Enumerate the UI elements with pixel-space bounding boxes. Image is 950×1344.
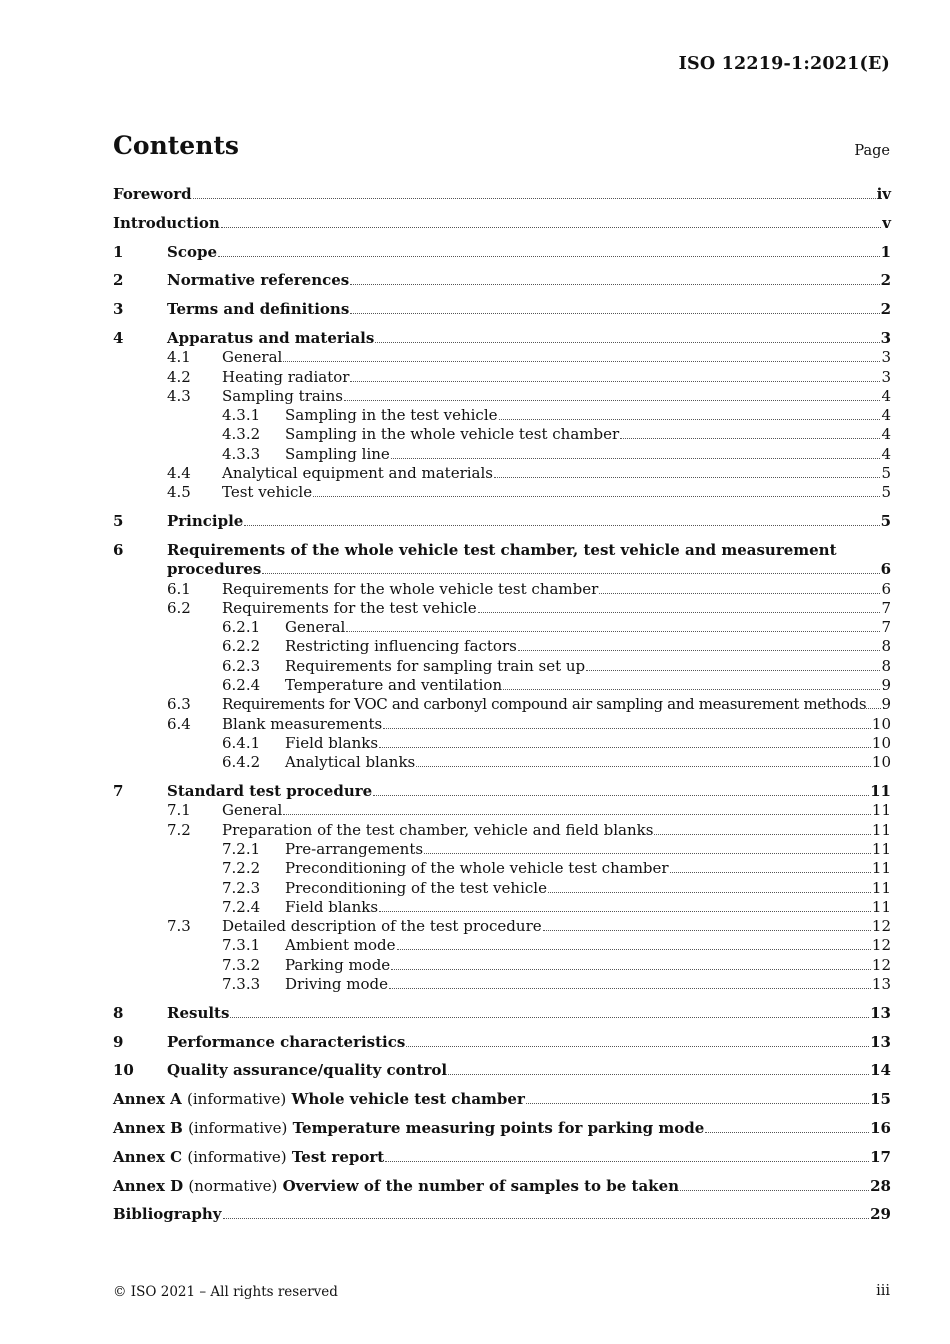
- toc-entry-page: 1: [880, 242, 891, 261]
- toc-entry-title: Field blanks: [285, 733, 379, 752]
- toc-entry-title: Results: [167, 1003, 230, 1022]
- toc-entry-number: 7.2: [167, 820, 191, 839]
- toc-entry-page: 6: [880, 560, 891, 579]
- toc-entry-annex-b[interactable]: [113, 1119, 891, 1138]
- toc-entry-6-3[interactable]: [113, 695, 891, 714]
- toc-entry-7-1[interactable]: [113, 801, 891, 820]
- toc-entry-page: 11: [871, 897, 891, 916]
- toc-entry-title: Test report: [291, 1147, 385, 1166]
- toc-entry-page: 4: [881, 425, 891, 444]
- toc-entry-title: Restricting influencing factors: [285, 637, 517, 656]
- annex-kind: (informative): [187, 1090, 287, 1109]
- toc-entry-page: 11: [870, 782, 891, 801]
- toc-entry-6-2-2[interactable]: [113, 637, 891, 656]
- toc-entry-page: 7: [881, 618, 891, 637]
- toc-entry-page: 13: [870, 1032, 891, 1051]
- document-id: ISO 12219-1:2021(E): [678, 54, 890, 74]
- toc-entry-title: Sampling trains: [222, 386, 343, 405]
- toc-entry-title: Ambient mode: [285, 936, 396, 955]
- toc-entry-4-3-1[interactable]: [113, 406, 891, 425]
- toc-entry-number: 9: [113, 1032, 124, 1051]
- toc-entry-number: 4.3.2: [222, 425, 261, 444]
- toc-entry-title: Whole vehicle test chamber: [291, 1090, 525, 1109]
- toc-entry-title: Sampling in the test vehicle: [285, 406, 498, 425]
- toc-entry-title: Analytical equipment and materials: [222, 464, 493, 483]
- toc-entry-page: 11: [871, 839, 891, 858]
- toc-entry-page: 8: [881, 637, 891, 656]
- toc-entry-title: Bibliography: [113, 1205, 222, 1224]
- toc-entry-8[interactable]: [113, 1004, 891, 1023]
- toc-entry-4-3-2[interactable]: [113, 425, 891, 444]
- toc-entry-page: 11: [871, 859, 891, 878]
- toc-entry-foreword[interactable]: [113, 185, 891, 204]
- toc-entry-number: 10: [113, 1061, 134, 1080]
- toc-entry-2[interactable]: [113, 271, 891, 290]
- annex-label: Annex C: [113, 1147, 183, 1166]
- toc-entry-annex-d[interactable]: [113, 1177, 891, 1196]
- toc-entry-4-4[interactable]: [113, 464, 891, 483]
- toc-entry-title: Field blanks: [285, 897, 379, 916]
- toc-entry-page: 17: [870, 1147, 891, 1166]
- toc-entry-page: 2: [880, 300, 891, 319]
- toc-entry-page: v: [882, 213, 891, 232]
- toc-entry-7-2-3[interactable]: [113, 879, 891, 898]
- toc-entry-page: 12: [871, 955, 891, 974]
- toc-entry-page: 3: [880, 328, 891, 347]
- toc-entry-title: Requirements for sampling train set up: [285, 656, 586, 675]
- toc-entry-number: 1: [113, 242, 124, 261]
- toc-entry-title: Quality assurance/quality control: [167, 1061, 448, 1080]
- toc-entry-7-3-3[interactable]: [113, 975, 891, 994]
- toc-entry-number: 6.2.2: [222, 637, 261, 656]
- toc-entry-title: procedures: [167, 560, 262, 579]
- toc-entry-7-2-2[interactable]: [113, 859, 891, 878]
- toc-entry-title: Introduction: [113, 213, 220, 232]
- toc-entry-4-3[interactable]: [113, 387, 891, 406]
- toc-entry-7-3-2[interactable]: [113, 956, 891, 975]
- toc-entry-title: Requirements of the whole vehicle test chamber, test vehicle and measurement: [167, 540, 837, 559]
- toc-entry-7-2[interactable]: [113, 821, 891, 840]
- toc-entry-number: 4.1: [167, 348, 191, 367]
- toc-entry-number: 6.3: [167, 695, 191, 714]
- toc-entry-title: General: [222, 801, 283, 820]
- toc-entry-title: Temperature and ventilation: [285, 676, 503, 695]
- toc-entry-page: 15: [870, 1090, 891, 1109]
- toc-entry-number: 7.2.4: [222, 897, 261, 916]
- annex-kind: (normative): [188, 1176, 278, 1195]
- toc-entry-title: Temperature measuring points for parking mode: [292, 1118, 705, 1137]
- toc-entry-title: Driving mode: [285, 974, 389, 993]
- toc-entry-6-1[interactable]: [113, 580, 891, 599]
- toc-entry-6-4[interactable]: [113, 715, 891, 734]
- toc-entry-page: 8: [881, 656, 891, 675]
- annex-label: Annex A: [113, 1090, 182, 1109]
- toc-entry-page: 12: [871, 936, 891, 955]
- toc-entry-number: 6: [113, 540, 124, 559]
- toc-entry-page: 28: [870, 1176, 891, 1195]
- toc-entry-page: 29: [870, 1205, 891, 1224]
- toc-entry-number: 4.3.1: [222, 406, 261, 425]
- toc-entry-page: 6: [881, 579, 891, 598]
- toc-entry-page: 10: [871, 714, 891, 733]
- toc-entry-number: 7.2.2: [222, 859, 261, 878]
- toc-entry-title: Requirements for the test vehicle: [222, 598, 477, 617]
- toc-entry-page: 5: [881, 483, 891, 502]
- annex-label: Annex D: [113, 1176, 184, 1195]
- toc-entry-introduction[interactable]: [113, 214, 891, 233]
- toc-entry-4-1[interactable]: [113, 348, 891, 367]
- toc-entry-7-2-1[interactable]: [113, 840, 891, 859]
- annex-label: Annex B: [113, 1118, 183, 1137]
- toc-entry-1[interactable]: [113, 243, 891, 262]
- toc-entry-number: 7.3.1: [222, 936, 261, 955]
- toc-entry-7-3[interactable]: [113, 917, 891, 936]
- toc-entry-7-3-1[interactable]: [113, 936, 891, 955]
- toc-entry-page: 5: [880, 512, 891, 531]
- toc-entry-number: 6.2.4: [222, 676, 261, 695]
- toc-entry-title: Blank measurements: [222, 714, 383, 733]
- toc-entry-4-3-3[interactable]: [113, 445, 891, 464]
- toc-entry-6-2[interactable]: [113, 599, 891, 618]
- toc-entry-7-2-4[interactable]: [113, 898, 891, 917]
- toc-entry-6-2-3[interactable]: [113, 657, 891, 676]
- toc-entry-number: 7.3: [167, 917, 191, 936]
- toc-entry-number: 6.2.3: [222, 656, 261, 675]
- toc-entry-number: 6.4.1: [222, 733, 261, 752]
- toc-entry-4-2[interactable]: [113, 368, 891, 387]
- toc-entry-5[interactable]: [113, 512, 891, 531]
- toc-entry-annex-a[interactable]: [113, 1090, 891, 1109]
- toc-entry-9[interactable]: [113, 1033, 891, 1052]
- toc-entry-number: 6.1: [167, 579, 191, 598]
- toc-entry-page: 16: [870, 1118, 891, 1137]
- toc-entry-4-5[interactable]: [113, 483, 891, 502]
- page-number: iii: [876, 1283, 890, 1299]
- annex-kind: (informative): [187, 1147, 287, 1166]
- toc-entry-page: 9: [881, 676, 891, 695]
- toc-entry-title: General: [285, 618, 346, 637]
- toc-entry-number: 3: [113, 300, 124, 319]
- toc-entry-number: 6.2.1: [222, 618, 261, 637]
- toc-entry-title: Analytical blanks: [285, 753, 416, 772]
- toc-entry-title: Principle: [167, 512, 244, 531]
- toc-entry-6[interactable]: [113, 541, 891, 560]
- toc-entry-title: Parking mode: [285, 955, 391, 974]
- toc-entry-number: 4: [113, 328, 124, 347]
- toc-entry-number: 7.1: [167, 801, 191, 820]
- toc-entry-page: 11: [871, 820, 891, 839]
- toc-entry-title: Preconditioning of the whole vehicle test chamber: [285, 859, 669, 878]
- toc-entry-number: 6.4: [167, 714, 191, 733]
- toc-entry-page: 4: [881, 406, 891, 425]
- toc-entry-6-4-2[interactable]: [113, 753, 891, 772]
- toc-entry-10[interactable]: [113, 1061, 891, 1080]
- toc-entry-title: Requirements for the whole vehicle test chamber: [222, 579, 599, 598]
- toc-entry-title: Standard test procedure: [167, 782, 373, 801]
- toc-entry-page: 14: [870, 1061, 891, 1080]
- toc-entry-page: 9: [881, 695, 891, 714]
- toc-entry-title: Heating radiator: [222, 367, 350, 386]
- toc-entry-page: 12: [871, 917, 891, 936]
- table-of-contents: [113, 185, 891, 1225]
- page-column-label: Page: [854, 143, 890, 159]
- toc-entry-page: 3: [881, 348, 891, 367]
- toc-entry-title: General: [222, 348, 283, 367]
- toc-entry-number: 7.3.2: [222, 955, 261, 974]
- toc-entry-page: 10: [871, 733, 891, 752]
- toc-entry-number: 6.2: [167, 598, 191, 617]
- toc-entry-number: 4.5: [167, 483, 191, 502]
- toc-entry-title: Terms and definitions: [167, 300, 350, 319]
- toc-entry-number: 8: [113, 1003, 124, 1022]
- toc-entry-title: Normative references: [167, 271, 350, 290]
- toc-entry-7[interactable]: [113, 782, 891, 801]
- toc-entry-number: 4.3.3: [222, 444, 261, 463]
- toc-entry-title: Performance characteristics: [167, 1032, 406, 1051]
- toc-entry-page: 5: [881, 464, 891, 483]
- toc-entry-page: 11: [871, 878, 891, 897]
- copyright-notice: © ISO 2021 – All rights reserved: [113, 1284, 338, 1300]
- toc-entry-number: 4.2: [167, 367, 191, 386]
- toc-entry-number: 4.4: [167, 464, 191, 483]
- toc-entry-bibliography[interactable]: [113, 1205, 891, 1224]
- toc-entry-page: 13: [871, 974, 891, 993]
- toc-entry-number: 7.2.3: [222, 878, 261, 897]
- toc-entry-page: 4: [881, 386, 891, 405]
- toc-entry-title: Pre-arrangements: [285, 839, 424, 858]
- toc-entry-6-4-1[interactable]: [113, 734, 891, 753]
- page-title: Contents: [113, 131, 240, 160]
- toc-entry-number: 7.2.1: [222, 839, 261, 858]
- toc-entry-annex-c[interactable]: [113, 1148, 891, 1167]
- toc-entry-number: 7: [113, 782, 124, 801]
- toc-entry-page: 3: [881, 367, 891, 386]
- toc-entry-title: Detailed description of the test procedure: [222, 917, 542, 936]
- toc-entry-number: 6.4.2: [222, 753, 261, 772]
- toc-entry-page: 4: [881, 444, 891, 463]
- toc-entry-3[interactable]: [113, 300, 891, 319]
- toc-entry-number: 4.3: [167, 386, 191, 405]
- toc-entry-number: 7.3.3: [222, 974, 261, 993]
- toc-entry-page: 7: [881, 598, 891, 617]
- toc-entry-title: Sampling line: [285, 444, 390, 463]
- toc-entry-number: 2: [113, 271, 124, 290]
- toc-entry-title: Test vehicle: [222, 483, 313, 502]
- toc-entry-title: Sampling in the whole vehicle test chamber: [285, 425, 620, 444]
- annex-kind: (informative): [188, 1118, 288, 1137]
- toc-entry-page: 11: [871, 801, 891, 820]
- toc-entry-page: 10: [871, 753, 891, 772]
- toc-entry-page: iv: [876, 185, 891, 203]
- toc-entry-page: 2: [880, 271, 891, 290]
- toc-entry-6-continued[interactable]: [113, 560, 891, 579]
- toc-entry-6-2-1[interactable]: [113, 618, 891, 637]
- toc-entry-4[interactable]: [113, 329, 891, 348]
- toc-entry-title: Preconditioning of the test vehicle: [285, 878, 547, 897]
- toc-entry-title: Overview of the number of samples to be taken: [282, 1176, 680, 1195]
- toc-entry-6-2-4[interactable]: [113, 676, 891, 695]
- toc-entry-title: Preparation of the test chamber, vehicle and field blanks: [222, 820, 654, 839]
- toc-entry-title: Foreword: [113, 185, 192, 203]
- toc-entry-title: Apparatus and materials: [167, 328, 375, 347]
- toc-entry-title: Requirements for VOC and carbonyl compound air sampling and measurement methods: [222, 695, 867, 714]
- toc-entry-title: Scope: [167, 242, 218, 261]
- toc-entry-number: 5: [113, 512, 124, 531]
- toc-entry-page: 13: [870, 1003, 891, 1022]
